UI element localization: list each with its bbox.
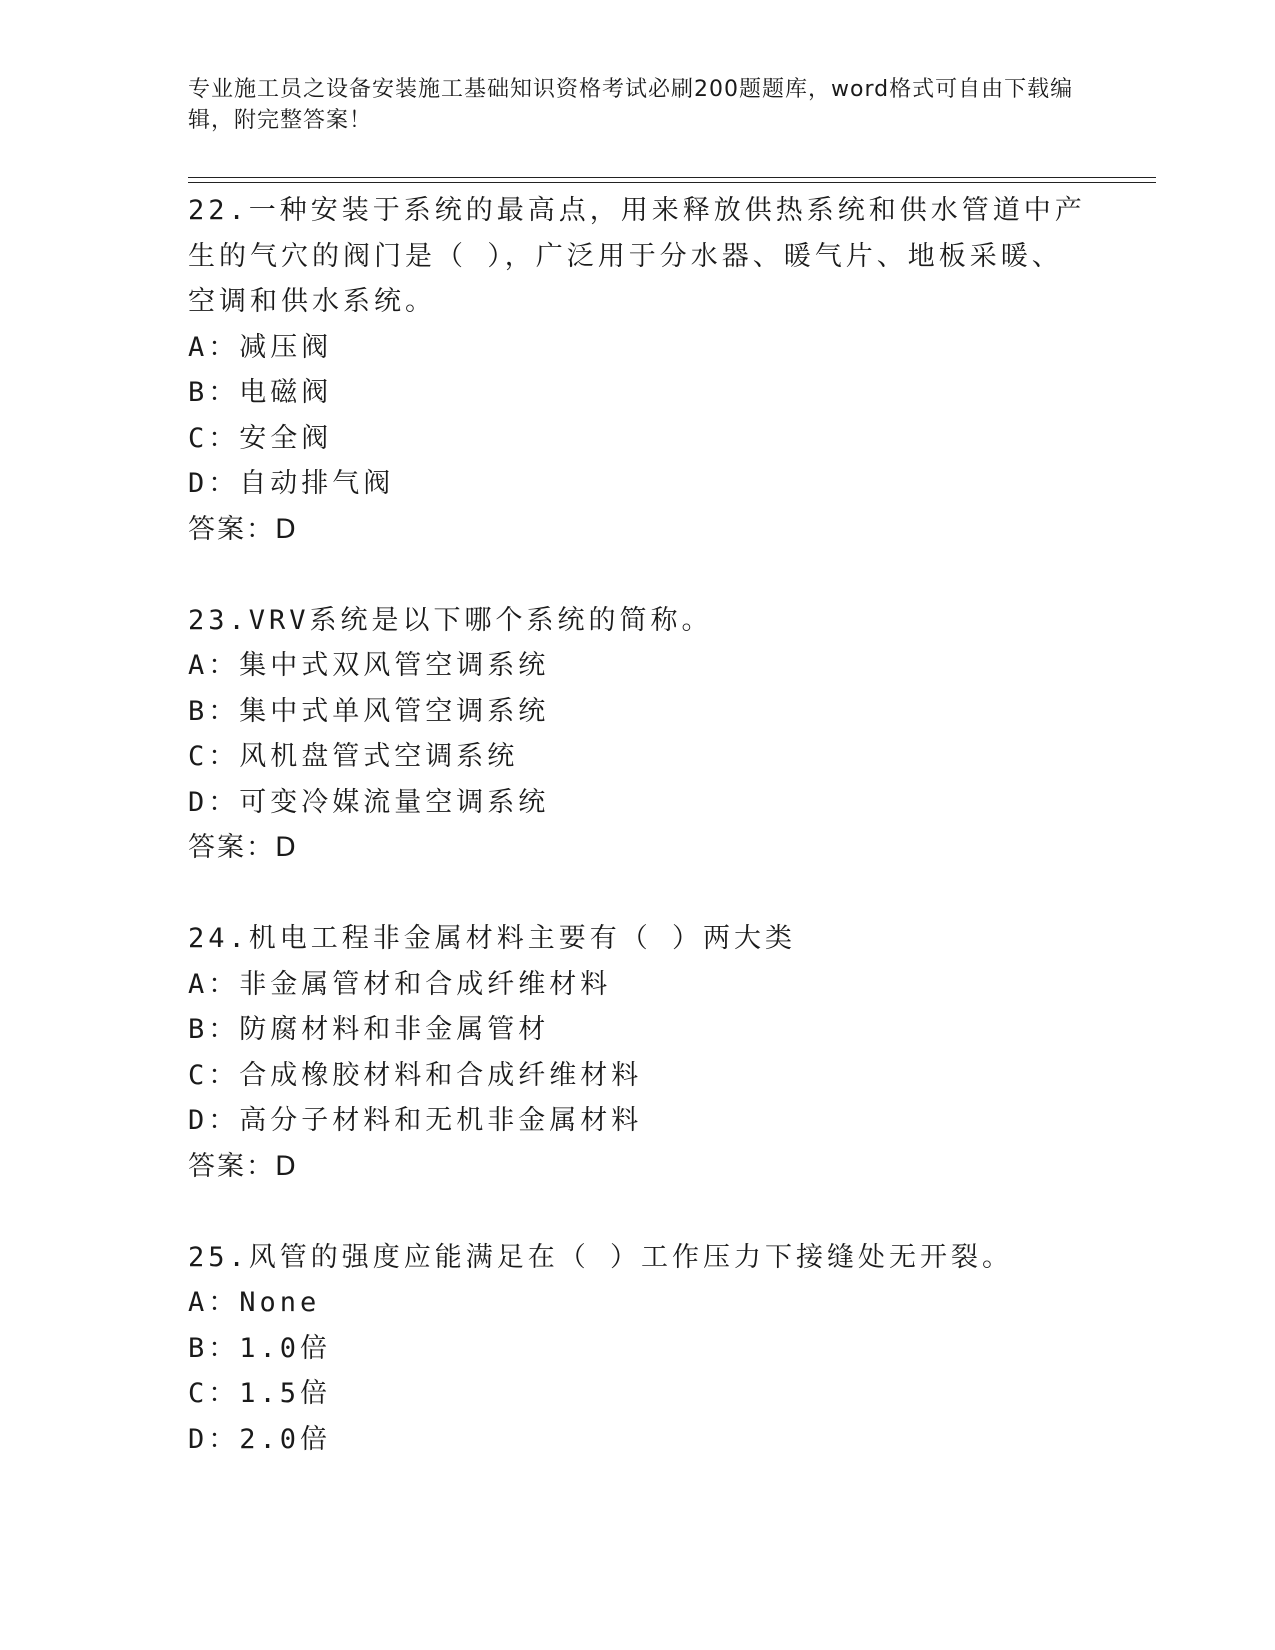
option-c (188, 734, 1088, 780)
option-label: D： (188, 1105, 240, 1136)
option-label: A： (188, 650, 240, 681)
option-label: B： (188, 1014, 240, 1045)
option-a (188, 325, 1088, 371)
option-text: 集中式单风管空调系统 (239, 695, 550, 727)
answer-line (188, 825, 1088, 871)
option-label: A： (188, 1287, 240, 1318)
option-text: 可变冷媒流量空调系统 (239, 786, 550, 818)
option-a (188, 962, 1088, 1008)
question-number: 25. (188, 1241, 249, 1273)
option-text: 减压阀 (239, 331, 333, 363)
option-b (188, 370, 1088, 416)
option-text: 高分子材料和无机非金属材料 (239, 1105, 643, 1136)
option-label: B： (188, 377, 240, 408)
question-text: 机电工程非金属材料主要有（ ）两大类 (248, 923, 797, 954)
question-number: 23. (188, 604, 249, 636)
answer-value: D (275, 1150, 298, 1182)
option-text: 非金属管材和合成纤维材料 (239, 968, 612, 1000)
answer-label: 答案： (188, 513, 275, 545)
option-text: 合成橡胶材料和合成纤维材料 (239, 1059, 643, 1091)
question-stem (188, 916, 1088, 962)
option-label: C： (188, 422, 240, 454)
option-b (188, 689, 1088, 735)
header-divider-bottom (188, 182, 1156, 183)
question-24 (188, 916, 1088, 1189)
option-label: C： (188, 1059, 240, 1091)
option-c (188, 1371, 1088, 1417)
option-label: D： (188, 786, 240, 818)
document-header (188, 74, 1088, 136)
question-number: 24. (188, 923, 249, 954)
option-label: A： (188, 331, 240, 363)
header-divider-top (188, 177, 1156, 178)
answer-value: D (275, 832, 298, 863)
question-text: VRV系统是以下哪个系统的简称。 (248, 604, 713, 636)
question-stem (188, 188, 1088, 325)
question-23 (188, 598, 1088, 871)
answer-line (188, 1144, 1088, 1190)
option-b (188, 1326, 1088, 1372)
option-d (188, 1417, 1088, 1463)
option-d (188, 461, 1088, 507)
question-25 (188, 1235, 1088, 1463)
option-label: B： (188, 1332, 240, 1364)
option-label: D： (188, 468, 240, 499)
option-d (188, 1098, 1088, 1144)
option-text: 防腐材料和非金属管材 (239, 1014, 550, 1045)
option-text: 2.0倍 (239, 1423, 332, 1455)
option-label: B： (188, 695, 240, 727)
option-text: 电磁阀 (239, 377, 333, 408)
answer-value: D (275, 513, 298, 545)
question-text: 一种安装于系统的最高点，用来释放供热系统和供水管道中产生的气穴的阀门是（ ），广泛用于分水器、暖气片、地板采暖、空调和供水系统。 (188, 195, 1086, 317)
option-a (188, 1280, 1088, 1326)
option-text: 安全阀 (239, 422, 333, 454)
option-d (188, 780, 1088, 826)
question-stem (188, 598, 1088, 644)
option-text: 集中式双风管空调系统 (239, 650, 550, 681)
option-c (188, 1053, 1088, 1099)
question-list (188, 188, 1088, 1462)
option-text: None (239, 1287, 321, 1318)
option-label: A： (188, 968, 240, 1000)
option-label: C： (188, 1378, 240, 1409)
question-text: 风管的强度应能满足在（ ）工作压力下接缝处无开裂。 (248, 1241, 1014, 1273)
header-title: 专业施工员之设备安装施工基础知识资格考试必刷200题题库，word格式可自由下载编辑，附完整答案！ (188, 77, 1074, 133)
answer-line (188, 507, 1088, 553)
question-number: 22. (188, 195, 249, 226)
question-22 (188, 188, 1088, 552)
option-text: 风机盘管式空调系统 (239, 741, 519, 772)
answer-label: 答案： (188, 832, 275, 863)
option-label: C： (188, 741, 240, 772)
option-b (188, 1007, 1088, 1053)
option-c (188, 416, 1088, 462)
option-a (188, 643, 1088, 689)
option-text: 自动排气阀 (239, 468, 395, 499)
question-stem (188, 1235, 1088, 1281)
option-text: 1.5倍 (239, 1378, 332, 1409)
option-text: 1.0倍 (239, 1332, 332, 1364)
answer-label: 答案： (188, 1150, 275, 1182)
option-label: D： (188, 1423, 240, 1455)
